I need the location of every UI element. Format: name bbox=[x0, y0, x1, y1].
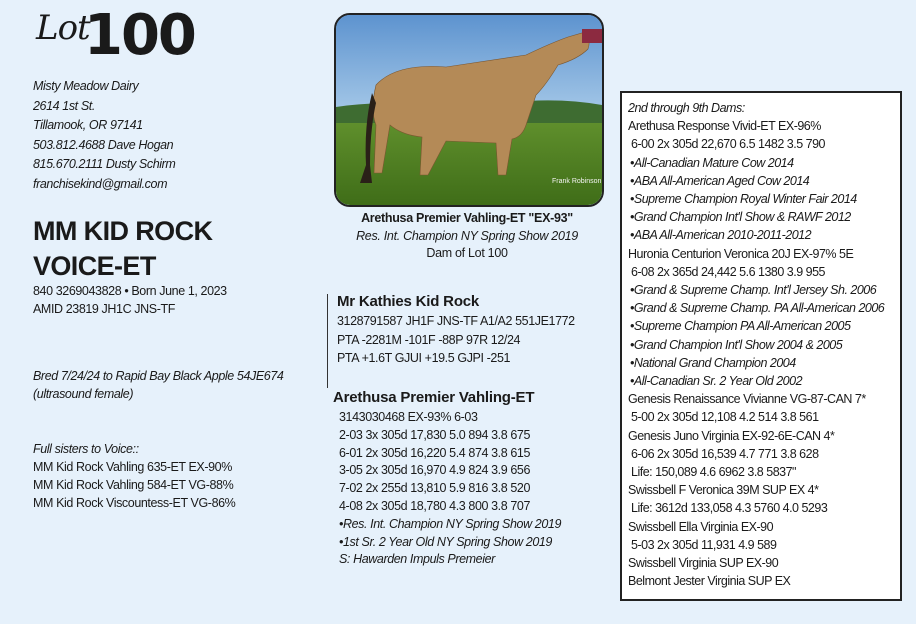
dam-ancestor-name: Belmont Jester Virginia SUP EX bbox=[628, 574, 791, 589]
lot-label: Lot bbox=[36, 8, 90, 48]
dam-ancestor-name: Swissbell Ella Virginia EX-90 bbox=[628, 519, 774, 534]
dam-ancestor-honor: •Grand & Supreme Champ. PA All-American 2006 bbox=[630, 301, 885, 316]
full-sister-item: MM Kid Rock Vahling 584-ET VG-88% bbox=[33, 478, 234, 492]
dam-sire: S: Hawarden Impuls Premeier bbox=[339, 552, 495, 567]
sire-name: Mr Kathies Kid Rock bbox=[337, 293, 480, 310]
dam-ancestor-honor: •ABA All-American 2010-2011-2012 bbox=[630, 228, 812, 243]
dam-record: 6-01 2x 305d 16,220 5.4 874 3.8 615 bbox=[339, 445, 531, 460]
dam-record: 2-03 3x 305d 17,830 5.0 894 3.8 675 bbox=[339, 427, 531, 442]
dam-ancestor-name: Swissbell Virginia SUP EX-90 bbox=[628, 556, 779, 571]
consignor-phone-1: 503.812.4688 Dave Hogan bbox=[33, 137, 174, 152]
dam-caption-title: Arethusa Premier Vahling-ET "EX-93" bbox=[361, 211, 573, 225]
consignor-phone-2: 815.670.2111 Dusty Schirm bbox=[33, 157, 176, 172]
dam-registration: 3143030468 EX-93% 6-03 bbox=[339, 410, 478, 424]
dam-ancestor-record: 5-03 2x 305d 11,931 4.9 589 bbox=[631, 537, 777, 552]
sire-info-line: 3128791587 JH1F JNS-TF A1/A2 551JE1772 bbox=[337, 314, 575, 328]
dam-name: Arethusa Premier Vahling-ET bbox=[333, 389, 535, 406]
dam-record: 4-08 2x 305d 18,780 4.3 800 3.8 707 bbox=[339, 498, 531, 513]
consignor-contact bbox=[33, 77, 175, 195]
dam-record: 3-05 2x 305d 16,970 4.9 824 3.9 656 bbox=[339, 463, 531, 478]
dam-ancestor-honor: •Grand Champion Int'l Show 2004 & 2005 bbox=[630, 337, 843, 352]
dam-caption-subtitle: Res. Int. Champion NY Spring Show 2019 bbox=[356, 228, 578, 243]
registration-line-2: AMID 23819 JH1C JNS-TF bbox=[33, 301, 175, 316]
full-sisters-heading: Full sisters to Voice:: bbox=[33, 442, 139, 456]
pedigree-bracket bbox=[327, 294, 328, 388]
dam-ancestor-name: Arethusa Response Vivid-ET EX-96% bbox=[628, 119, 821, 134]
consignor-name: Misty Meadow Dairy bbox=[33, 79, 139, 93]
animal-name-line-1: MM KID ROCK bbox=[33, 216, 213, 246]
dam-record: 7-02 2x 255d 13,810 5.9 816 3.8 520 bbox=[339, 481, 531, 496]
consignor-email: franchisekind@gmail.com bbox=[33, 176, 168, 191]
dam-ancestor-honor: •All-Canadian Mature Cow 2014 bbox=[630, 155, 794, 170]
sire-info-line: PTA -2281M -101F -88P 97R 12/24 bbox=[337, 332, 521, 347]
dam-honor: •Res. Int. Champion NY Spring Show 2019 bbox=[339, 516, 562, 531]
dams-list bbox=[628, 99, 884, 590]
dam-caption-note: Dam of Lot 100 bbox=[426, 246, 508, 260]
photo-credit: Frank Robinson bbox=[552, 178, 602, 185]
breeding-info bbox=[33, 367, 283, 403]
consignor-street: 2614 1st St. bbox=[33, 98, 95, 113]
dam-ancestor-record: 6-08 2x 365d 24,442 5.6 1380 3.9 955 bbox=[631, 264, 825, 279]
animal-name bbox=[33, 214, 212, 284]
registration-line-1: 840 3269043828 • Born June 1, 2023 bbox=[33, 284, 227, 298]
dam-ancestor-honor: •ABA All-American Aged Cow 2014 bbox=[630, 173, 810, 188]
dam-ancestor-honor: •Supreme Champion Royal Winter Fair 2014 bbox=[630, 192, 857, 207]
dam-section bbox=[333, 387, 561, 569]
full-sisters bbox=[33, 440, 235, 512]
full-sister-item: MM Kid Rock Viscountess-ET VG-86% bbox=[33, 496, 236, 510]
dam-ancestor-honor: •Supreme Champion PA All-American 2005 bbox=[630, 319, 851, 334]
dam-ancestor-honor: •Grand & Supreme Champ. Int'l Jersey Sh. 2006 bbox=[630, 283, 877, 298]
sire-section bbox=[337, 292, 575, 368]
dam-ancestor-honor: •All-Canadian Sr. 2 Year Old 2002 bbox=[630, 374, 803, 389]
sire-info-line: PTA +1.6T GJUI +19.5 GJPI -251 bbox=[337, 351, 511, 365]
dam-ancestor-record: Life: 150,089 4.6 6962 3.8 5837" bbox=[631, 465, 796, 480]
dam-ancestor-record: 6-00 2x 305d 22,670 6.5 1482 3.5 790 bbox=[631, 137, 825, 152]
dam-ancestor-name: Genesis Renaissance Vivianne VG-87-CAN 7* bbox=[628, 392, 866, 407]
dam-honor: •1st Sr. 2 Year Old NY Spring Show 2019 bbox=[339, 534, 552, 549]
dam-ancestor-name: Swissbell F Veronica 39M SUP EX 4* bbox=[628, 483, 819, 498]
dam-ancestor-record: 5-00 2x 305d 12,108 4.2 514 3.8 561 bbox=[631, 410, 819, 425]
dam-photo bbox=[334, 13, 604, 207]
dam-ancestor-name: Genesis Juno Virginia EX-92-6E-CAN 4* bbox=[628, 428, 835, 443]
cow-photo-illustration bbox=[336, 15, 602, 205]
dam-ancestor-record: Life: 3612d 133,058 4.3 5760 4.0 5293 bbox=[631, 501, 828, 516]
dam-ancestor-record: 6-06 2x 305d 16,539 4.7 771 3.8 628 bbox=[631, 446, 819, 461]
dam-ancestor-honor: •Grand Champion Int'l Show & RAWF 2012 bbox=[630, 210, 851, 225]
bred-line-1: Bred 7/24/24 to Rapid Bay Black Apple 54JE674 bbox=[33, 369, 284, 383]
dams-heading: 2nd through 9th Dams: bbox=[628, 101, 745, 115]
consignor-city: Tillamook, OR 97141 bbox=[33, 118, 143, 133]
registration-info bbox=[33, 283, 227, 318]
full-sister-item: MM Kid Rock Vahling 635-ET EX-90% bbox=[33, 460, 232, 474]
bred-line-2: (ultrasound female) bbox=[33, 387, 134, 401]
lot-number: 100 bbox=[84, 3, 195, 68]
dam-ancestor-honor: •National Grand Champion 2004 bbox=[630, 355, 796, 370]
animal-name-line-2: VOICE-ET bbox=[33, 251, 156, 281]
dam-ancestor-name: Huronia Centurion Veronica 20J EX-97% 5E bbox=[628, 246, 854, 261]
dam-caption bbox=[334, 210, 600, 263]
